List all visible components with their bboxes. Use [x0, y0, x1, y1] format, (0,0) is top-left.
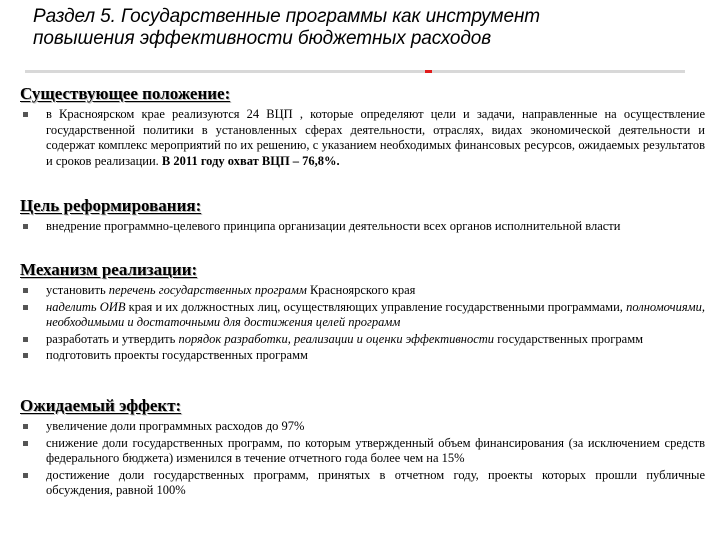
list-item — [20, 219, 705, 235]
bullet-square-icon — [23, 441, 28, 446]
bullet-text: подготовить проекты государственных программ — [46, 348, 308, 362]
list-item — [20, 468, 705, 499]
section-heading: Существующее положение: — [20, 84, 231, 103]
section-mechanism — [20, 260, 705, 365]
list-item — [20, 283, 705, 299]
list-item — [20, 300, 705, 331]
bullet-square-icon — [23, 424, 28, 429]
bullet-text: государственных программ — [494, 331, 644, 346]
bullet-text: внедрение программно-целевого принципа организации деятельности всех органов исполнительной власти — [46, 219, 621, 233]
list-item — [20, 348, 705, 364]
bullet-bold-text: В 2011 году охват ВЦП – 76,8%. — [158, 153, 340, 168]
section-heading: Механизм реализации: — [20, 260, 198, 279]
section-current-state — [20, 84, 705, 170]
bullet-text: Красноярского края — [306, 283, 416, 297]
bullet-italic-text: полномочиями, необходимыми и достаточными для достижения целей программ — [46, 299, 705, 329]
list-item — [20, 436, 705, 467]
bullet-italic-text: порядок разработки, реализации и оценки эффективности — [178, 331, 495, 346]
bullet-square-icon — [23, 473, 28, 478]
bullet-square-icon — [23, 353, 28, 358]
bullet-italic-text: наделить ОИВ — [46, 299, 126, 314]
bullet-text: разработать и утвердить — [46, 331, 179, 346]
bullet-square-icon — [23, 305, 28, 310]
bullet-square-icon — [23, 337, 28, 342]
bullet-square-icon — [23, 224, 28, 229]
slide-title — [33, 6, 693, 50]
bullet-text: установить — [46, 283, 109, 297]
section-reform-goal — [20, 196, 705, 236]
bullet-text: снижение доли государственных программ, по которым утвержденный объем финансирования (за исключением средств федерального бюджета) изменился в течение отчетного года более чем на 15% — [46, 435, 705, 465]
bullet-text: увеличение доли программных расходов до 97% — [46, 419, 305, 433]
list-item — [20, 107, 705, 169]
bullet-text: края и их должностных лиц, осуществляющих управление государственными программами, — [125, 299, 627, 314]
list-item — [20, 419, 705, 435]
slide-title-line-1: Раздел 5. Государственные программы как инструмент — [33, 6, 541, 27]
bullet-text: в Красноярском крае реализуются 24 ВЦП , которые определяют цели и задачи, направленные на осуществление государственной политики в установленных сферах деятельности, отраслях, видах экономической деятельности и содержат комплекс мероприятий по их решению, с указанием необходимых финансовых ресурсов, ожидаемых результатов и сроков реализации. — [46, 107, 705, 168]
bullet-text: достижение доли государственных программ, принятых в отчетном году, проекты которых прошли публичные обсуждения, равной 100% — [46, 467, 705, 497]
section-heading: Ожидаемый эффект: — [20, 396, 182, 415]
bullet-italic-text: перечень государственных программ — [108, 283, 307, 297]
title-divider-accent — [425, 70, 432, 73]
bullet-square-icon — [23, 112, 28, 117]
section-heading: Цель реформирования: — [20, 196, 202, 215]
bullet-square-icon — [23, 288, 28, 293]
slide-title-line-2: повышения эффективности бюджетных расходов — [33, 28, 492, 49]
title-divider — [25, 70, 685, 73]
list-item — [20, 332, 705, 348]
section-expected-effect — [20, 396, 705, 500]
